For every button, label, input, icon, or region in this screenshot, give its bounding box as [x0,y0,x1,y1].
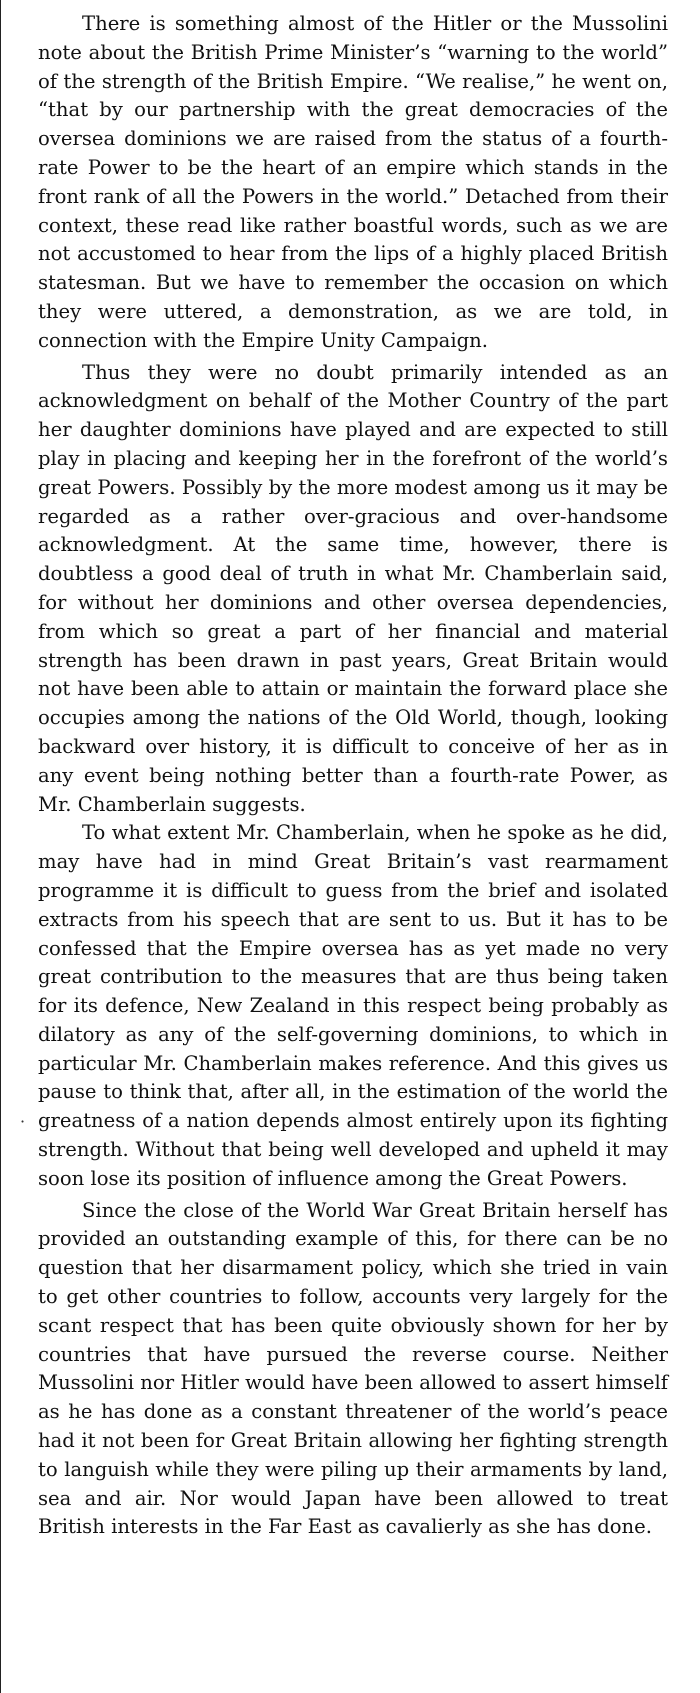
paragraph-2: Thus they were no doubt primarily intended as an acknowledgment on behalf of the Mother Country of the part her daughter dominions have played and are expected to still play in placing and keeping her in the forefront of the world’s great Powers. Possibly by the more modest among us it may be regarded as a rather over-gracious and over-handsome acknowledgment. At the same time, however, there is doubtless a good deal of truth in what Mr. Chamberlain said, for without her dominions and other oversea dependencies, from which so great a part of her financial and material strength has been drawn in past years, Great Britain would not have been able to attain or maintain the forward place she occupies among the nations of the Old World, though, looking backward over history, it is difficult to conceive of her as in any event being nothing better than a fourth-rate Power, as Mr. Chamberlain suggests. [38,360,668,816]
paragraph-4: Since the close of the World War Great Britain herself has provided an outstanding example of this, for there can be no question that her disarmament policy, which she tried in vain to get other countries to follow, accounts very largely for the scant respect that has been quite obviously shown for her by countries that have pursued the reverse course. Neither Mussolini nor Hitler would have been allowed to assert himself as he has done as a constant threatener of the world’s peace had it not been for Great Britain allowing her fighting strength to languish while they were piling up their armaments by land, sea and air. Nor would Japan have been allowed to treat British interests in the Far East as cavalierly as she has done. [38,1198,668,1539]
margin-mark: · [20,1112,26,1131]
editorial-article [38,10,668,1542]
paragraph-3: To what extent Mr. Chamberlain, when he spoke as he did, may have had in mind Great Britain’s vast rearmament programme it is difficult to guess from the brief and isolated extracts from his speech that are sent to us. But it has to be confessed that the Empire oversea has as yet made no very great contribution to the measures that are thus being taken for its defence, New Zealand in this respect being probably as dilatory as any of the self-governing dominions, to which in particular Mr. Chamberlain makes reference. And this gives us pause to think that, after all, in the estimation of the world the greatness of a nation depends almost entirely upon its fighting strength. Without that being well developed and upheld it may soon lose its position of influence among the Great Powers. [38,821,668,1190]
left-margin-rule [0,0,1,1693]
paragraph-1: There is something almost of the Hitler or the Mussolini note about the British Prime Minister’s “warning to the world” of the strength of the British Empire. “We realise,” he went on, “that by our partnership with the great democracies of the oversea dominions we are raised from the status of a fourth-rate Power to be the heart of an empire which stands in the front rank of all the Powers in the world.” Detached from their context, these read like rather boastful words, such as we are not accustomed to hear from the lips of a highly placed British statesman. But we have to remember the occasion on which they were uttered, a demonstration, as we are told, in connection with the Empire Unity Campaign. [38,12,668,352]
